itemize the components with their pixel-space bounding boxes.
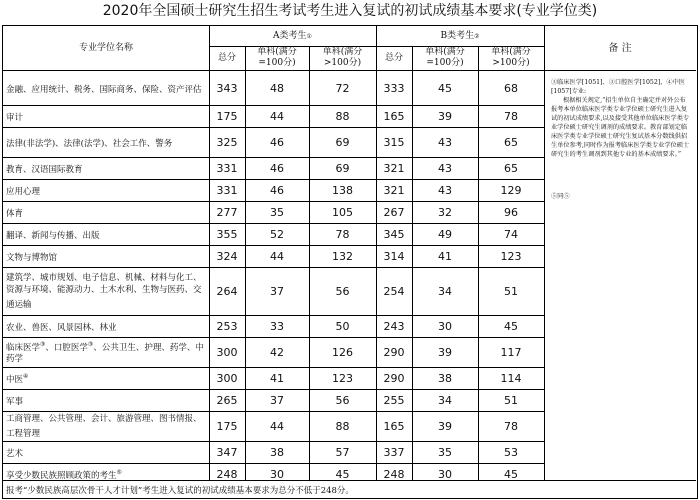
score-b-total: 345 bbox=[383, 227, 405, 241]
subject-name-label: 农业、兽医、风景园林、林业 bbox=[6, 322, 117, 333]
subject-name-label: 翻译、新闻与传播、出版 bbox=[6, 230, 100, 241]
score-a-single-100: 30 bbox=[270, 467, 284, 481]
score-b-single-gt100: 45 bbox=[504, 467, 518, 481]
subject-name bbox=[3, 71, 209, 105]
header-subject: 专业学位名称 bbox=[78, 42, 133, 53]
subject-name-label: 文物与博物馆 bbox=[6, 252, 58, 263]
subject-name bbox=[3, 367, 209, 389]
score-a-total: 175 bbox=[216, 419, 238, 433]
score-a-total: 347 bbox=[216, 445, 238, 459]
subject-name bbox=[3, 105, 209, 127]
subject-name bbox=[3, 223, 209, 245]
score-b-single-100: 43 bbox=[438, 161, 452, 175]
score-a-total: 343 bbox=[216, 81, 238, 95]
score-b-total: 314 bbox=[383, 249, 405, 263]
subject-name-text bbox=[6, 205, 23, 220]
score-a-single-gt100: 57 bbox=[335, 445, 350, 459]
score-a-single-gt100: 69 bbox=[335, 161, 350, 175]
subject-name bbox=[3, 441, 209, 463]
score-b-single-100: 39 bbox=[438, 345, 452, 359]
subject-name-label: 临床医学 bbox=[6, 342, 41, 353]
score-a-single-gt100: 88 bbox=[335, 419, 350, 433]
score-a-single-gt100: 72 bbox=[335, 81, 350, 95]
subject-name-label: 教育、汉语国际教育 bbox=[6, 164, 83, 175]
score-b-total: 267 bbox=[383, 205, 405, 219]
page-title: 2020年全国硕士研究生招生考试考生进入复试的初试成绩基本要求(专业学位类) bbox=[102, 3, 598, 19]
score-b-single-100: 34 bbox=[438, 284, 452, 298]
score-b-single-100: 30 bbox=[438, 319, 452, 333]
score-a-single-100: 37 bbox=[270, 284, 284, 298]
score-a-single-100: 46 bbox=[270, 183, 284, 197]
score-b-single-gt100: 45 bbox=[504, 319, 518, 333]
subject-name-label: 金融、应用统计、税务、国际商务、保险、资产评估 bbox=[6, 84, 202, 95]
score-a-single-gt100: 132 bbox=[332, 249, 353, 263]
score-a-total: 277 bbox=[216, 205, 238, 219]
score-b-single-100: 43 bbox=[438, 135, 452, 149]
subject-name-label: 应用心理 bbox=[6, 186, 41, 197]
score-a-single-gt100: 88 bbox=[335, 109, 350, 123]
header-a-single-100: 单科(满分=100分) bbox=[257, 47, 297, 68]
score-b-single-100: 39 bbox=[438, 109, 452, 123]
subject-name-label-2: 、口腔医学 bbox=[45, 342, 88, 353]
score-a-single-gt100: 56 bbox=[335, 393, 350, 407]
header-group-b-label: B类考生 bbox=[440, 30, 475, 41]
score-b-single-100: 45 bbox=[438, 81, 452, 95]
subject-name-text bbox=[6, 81, 202, 96]
score-b-total: 243 bbox=[383, 319, 405, 333]
score-b-total: 333 bbox=[383, 81, 405, 95]
score-b-total: 290 bbox=[383, 345, 405, 359]
header-group-a-mark: ① bbox=[306, 32, 312, 40]
subject-name-label: 中医 bbox=[6, 374, 24, 385]
score-a-single-100: 42 bbox=[270, 345, 284, 359]
score-b-single-gt100: 78 bbox=[504, 109, 518, 123]
subject-name-text bbox=[6, 227, 100, 242]
score-a-total: 248 bbox=[216, 467, 238, 481]
score-b-total: 165 bbox=[383, 109, 405, 123]
score-b-single-gt100: 117 bbox=[500, 345, 522, 359]
score-a-total: 300 bbox=[216, 345, 238, 359]
subject-name-label: 体育 bbox=[6, 208, 24, 219]
score-a-total: 331 bbox=[216, 161, 238, 175]
subject-name-mark: ③ bbox=[40, 340, 46, 348]
header-b-single-100: 单科(满分=100分) bbox=[425, 47, 465, 68]
score-b-single-gt100: 78 bbox=[504, 419, 518, 433]
score-a-single-100: 44 bbox=[270, 419, 284, 433]
subject-name-text bbox=[6, 319, 117, 334]
score-b-total: 315 bbox=[383, 135, 405, 149]
score-b-single-gt100: 53 bbox=[504, 445, 518, 459]
score-a-total: 325 bbox=[216, 135, 238, 149]
score-a-total: 253 bbox=[216, 319, 238, 333]
score-b-single-100: 39 bbox=[438, 419, 452, 433]
subject-name-text bbox=[6, 161, 83, 176]
remark-note-2: 根据相关规定,“招生单位自主确定并对外公布报考本单位临床医学类专业学位硕士研究生进入复试的初试成绩要求,以及接受其他单位临床医学类专业学位硕士研究生调剂的成绩要求。教育部划定临床医学类专业学位硕士研究生复试基本分数线供招生单位参考,同时作为报考临床医学类专业学位硕士研究生的考生调剂到其他专业的基本成绩要求。” bbox=[551, 97, 690, 158]
score-a-total: 175 bbox=[216, 109, 238, 123]
subject-name-text bbox=[6, 339, 207, 366]
score-a-single-gt100: 105 bbox=[332, 205, 353, 219]
subject-name-text bbox=[6, 393, 23, 408]
score-a-single-gt100: 56 bbox=[335, 284, 350, 298]
score-b-total: 248 bbox=[383, 467, 405, 481]
score-a-single-100: 44 bbox=[270, 109, 284, 123]
score-b-single-gt100: 129 bbox=[500, 183, 522, 197]
subject-name-text bbox=[6, 183, 40, 198]
header-group-a-label: A类考生 bbox=[273, 30, 307, 41]
subject-name-label: 艺术 bbox=[6, 448, 24, 459]
score-b-total: 254 bbox=[383, 284, 405, 298]
score-b-single-gt100: 74 bbox=[504, 227, 518, 241]
score-b-single-100: 38 bbox=[438, 371, 452, 385]
score-b-single-100: 43 bbox=[438, 183, 452, 197]
score-b-single-gt100: 51 bbox=[504, 393, 518, 407]
score-table bbox=[2, 25, 698, 499]
header-group-b bbox=[376, 26, 544, 46]
subject-name bbox=[3, 267, 209, 315]
score-a-single-gt100: 138 bbox=[332, 183, 353, 197]
subject-name-text bbox=[6, 109, 23, 124]
score-b-single-gt100: 51 bbox=[504, 284, 518, 298]
subject-name-label: 军事 bbox=[6, 396, 24, 407]
score-b-single-gt100: 65 bbox=[504, 135, 518, 149]
score-a-total: 264 bbox=[216, 284, 238, 298]
score-b-single-gt100: 68 bbox=[504, 81, 518, 95]
score-b-single-gt100: 114 bbox=[500, 371, 522, 385]
header-a-total: 总分 bbox=[217, 52, 236, 63]
subject-name bbox=[3, 201, 209, 223]
score-b-single-100: 30 bbox=[438, 467, 452, 481]
subject-name bbox=[3, 157, 209, 179]
subject-name-label: 审计 bbox=[6, 112, 24, 123]
score-a-single-100: 37 bbox=[270, 393, 284, 407]
score-b-single-gt100: 65 bbox=[504, 161, 518, 175]
subject-name bbox=[3, 389, 209, 411]
score-a-single-100: 48 bbox=[270, 81, 284, 95]
score-b-single-100: 35 bbox=[438, 445, 452, 459]
header-group-b-mark: ② bbox=[474, 32, 480, 40]
subject-name bbox=[3, 245, 209, 267]
score-a-total: 300 bbox=[216, 371, 238, 385]
score-a-single-gt100: 69 bbox=[335, 135, 350, 149]
score-a-single-100: 46 bbox=[270, 135, 284, 149]
score-a-total: 355 bbox=[216, 227, 238, 241]
subject-name-mark: ⑤ bbox=[116, 468, 122, 476]
score-b-total: 255 bbox=[383, 393, 405, 407]
subject-name bbox=[3, 315, 209, 337]
header-a-single-gt100: 单科(满分>100分) bbox=[322, 47, 363, 68]
subject-name bbox=[3, 411, 209, 441]
header-b-single-gt100: 单科(满分>100分) bbox=[491, 47, 531, 68]
subject-name-text bbox=[6, 272, 207, 311]
subject-name-mark: ④ bbox=[23, 372, 29, 380]
score-b-total: 321 bbox=[383, 161, 405, 175]
subject-name-text bbox=[6, 249, 57, 264]
header-b-total: 总分 bbox=[384, 52, 403, 63]
subject-name-text bbox=[6, 371, 28, 386]
table-footer: 报考“少数民族高层次骨干人才计划”考生进入复试的初试成绩基本要求为总分不低于248分。 bbox=[6, 485, 354, 496]
score-b-single-100: 49 bbox=[438, 227, 452, 241]
score-b-single-100: 41 bbox=[438, 249, 452, 263]
subject-name-text bbox=[6, 445, 23, 460]
score-a-single-100: 35 bbox=[270, 205, 284, 219]
subject-name bbox=[3, 179, 209, 201]
score-a-single-gt100: 123 bbox=[332, 371, 353, 385]
score-b-single-gt100: 96 bbox=[504, 205, 518, 219]
score-b-total: 337 bbox=[383, 445, 405, 459]
score-a-total: 331 bbox=[216, 183, 238, 197]
score-b-total: 165 bbox=[383, 419, 405, 433]
score-a-single-100: 52 bbox=[270, 227, 284, 241]
score-b-total: 321 bbox=[383, 183, 405, 197]
score-a-single-gt100: 78 bbox=[335, 227, 350, 241]
score-b-single-gt100: 123 bbox=[500, 249, 522, 263]
subject-name-label: 法律(非法学)、法律(法学)、社会工作、警务 bbox=[6, 138, 173, 149]
subject-name-text bbox=[6, 467, 122, 482]
subject-name-text bbox=[6, 135, 172, 150]
score-a-single-100: 41 bbox=[270, 371, 284, 385]
score-a-total: 265 bbox=[216, 393, 238, 407]
subject-name-label: 工商管理、公共管理、会计、旅游管理、图书情报、工程管理 bbox=[6, 413, 202, 439]
subject-name bbox=[3, 127, 209, 157]
score-a-single-gt100: 50 bbox=[335, 319, 350, 333]
score-a-single-100: 38 bbox=[270, 445, 284, 459]
header-group-a bbox=[209, 26, 376, 46]
score-a-single-gt100: 126 bbox=[332, 345, 353, 359]
subject-name-label: 享受少数民族照顾政策的考生 bbox=[6, 470, 117, 481]
score-a-total: 324 bbox=[216, 249, 238, 263]
subject-name-label: 建筑学、城市规划、电子信息、机械、材料与化工、资源与环境、能源动力、土木水利、生物与医药、交通运输 bbox=[6, 272, 202, 310]
subject-name-mark-2: ③ bbox=[87, 340, 94, 348]
score-a-single-100: 46 bbox=[270, 161, 284, 175]
score-b-total: 290 bbox=[383, 371, 405, 385]
score-a-single-gt100: 45 bbox=[335, 467, 350, 481]
remark-note-3: ⑤同⑤ bbox=[551, 193, 570, 200]
subject-name bbox=[3, 337, 209, 367]
remark-note-1: ③临床医学[1051]、③口腔医学[1052]、④中医[1057]专业: bbox=[551, 79, 685, 95]
subject-name-label-3: 、公共卫生、护理、药学、中药学 bbox=[6, 342, 204, 365]
subject-name-text bbox=[6, 413, 207, 440]
score-b-single-100: 34 bbox=[438, 393, 452, 407]
score-a-single-100: 33 bbox=[270, 319, 284, 333]
score-a-single-100: 44 bbox=[270, 249, 284, 263]
header-remarks: 备 注 bbox=[608, 42, 632, 54]
score-b-single-100: 32 bbox=[438, 205, 452, 219]
